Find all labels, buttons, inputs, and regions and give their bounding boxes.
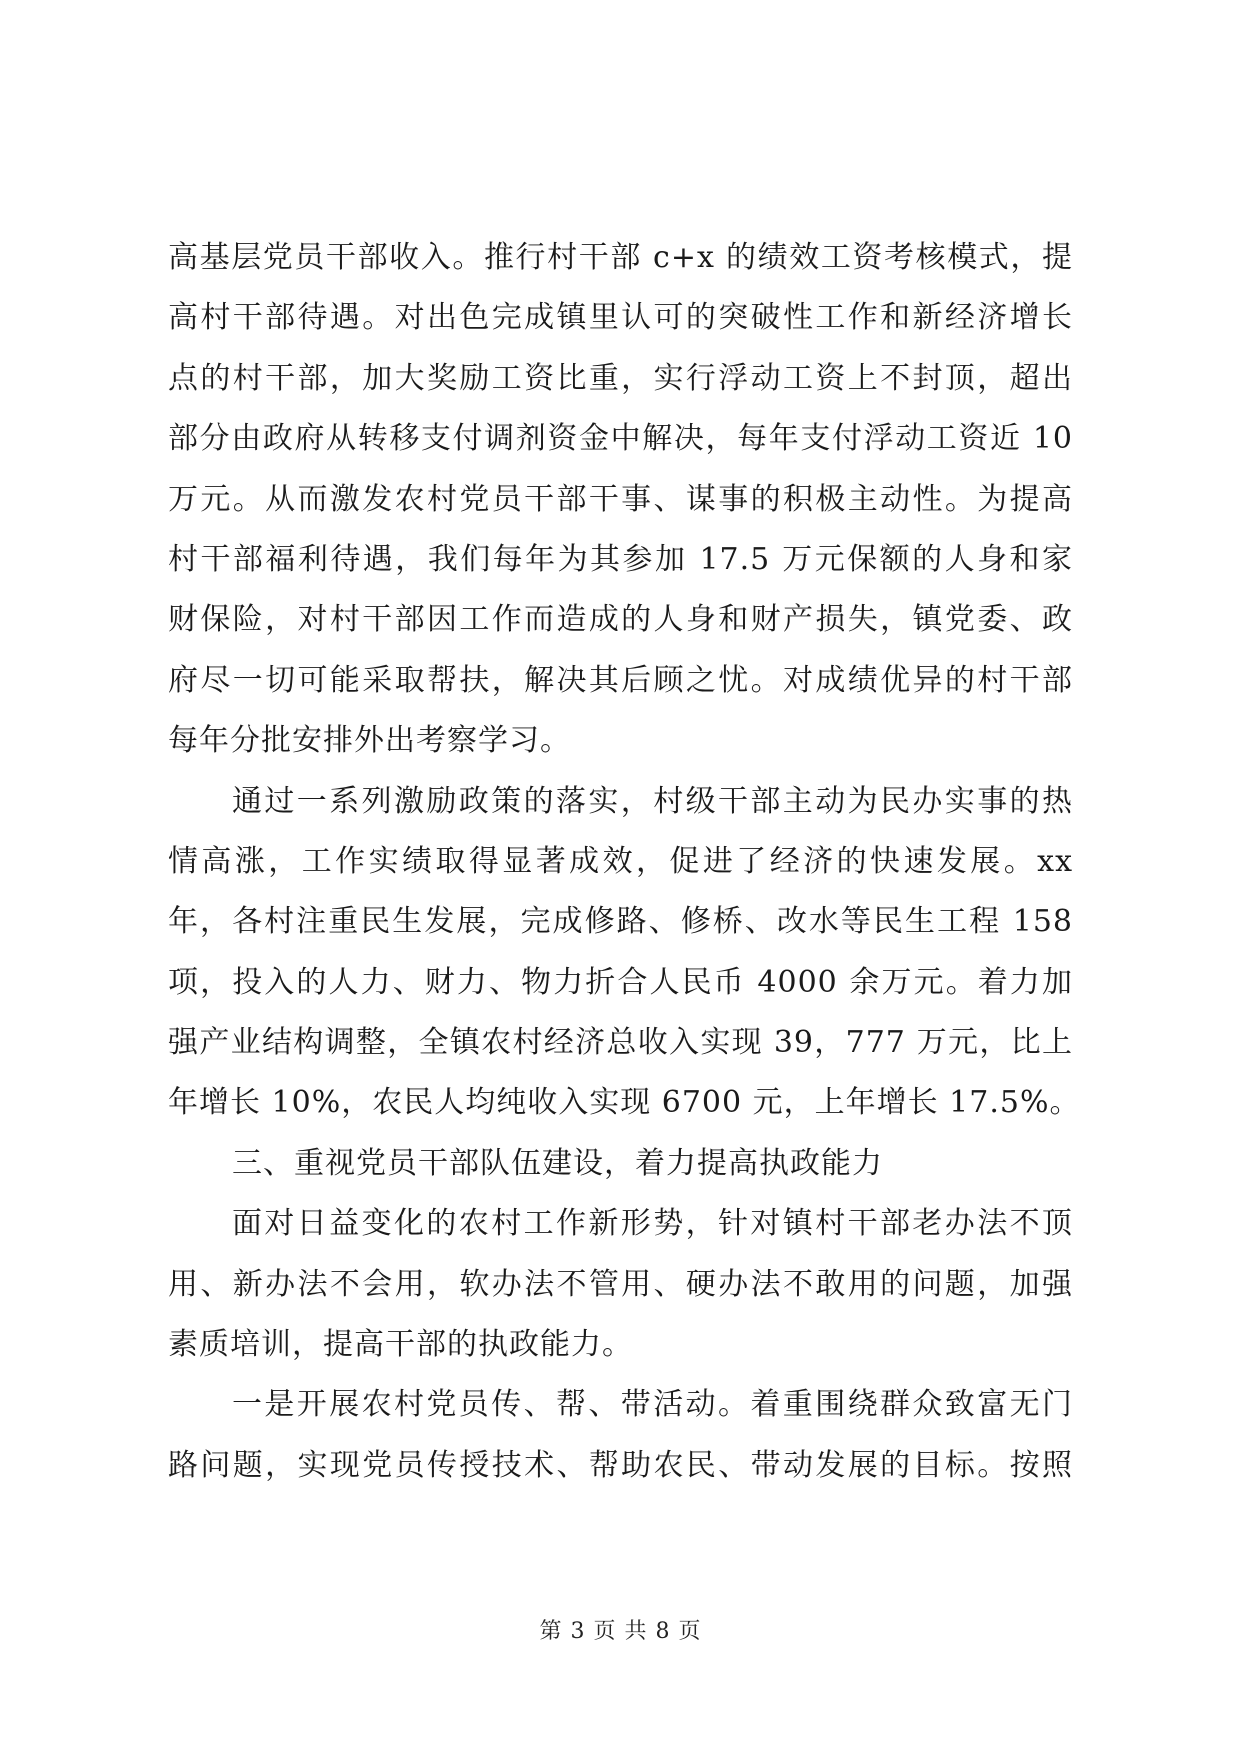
text-line: 每年分批安排外出考察学习。 bbox=[168, 723, 571, 759]
text-line: 高基层党员干部收入。推行村干部 c+x 的绩效工资考核模式，提 bbox=[168, 240, 1073, 275]
body-text bbox=[168, 228, 1081, 1496]
paragraph-first-line: 通过一系列激励政策的落实，村级干部主动为民办实事的热 bbox=[232, 783, 1073, 819]
text-line: 素质培训，提高干部的执政能力。 bbox=[168, 1327, 633, 1363]
text-line: 情高涨，工作实绩取得显著成效，促进了经济的快速发展。xx bbox=[168, 843, 1073, 879]
page-number-footer: 第 3 页 共 8 页 bbox=[539, 1619, 702, 1644]
text-line: 用、新办法不会用，软办法不管用、硬办法不敢用的问题，加强 bbox=[168, 1266, 1073, 1302]
text-line: 年增长 10%，农民人均纯收入实现 6700 元，上年增长 17.5%。 bbox=[168, 1085, 1081, 1121]
text-line: 村干部福利待遇，我们每年为其参加 17.5 万元保额的人身和家 bbox=[168, 541, 1073, 577]
text-line: 财保险，对村干部因工作而造成的人身和财产损失，镇党委、政 bbox=[168, 602, 1073, 638]
text-line: 万元。从而激发农村党员干部干事、谋事的积极主动性。为提高 bbox=[168, 481, 1073, 517]
text-line: 部分由政府从转移支付调剂资金中解决，每年支付浮动工资近 10 bbox=[168, 421, 1073, 457]
paragraph-first-line: 面对日益变化的农村工作新形势，针对镇村干部老办法不顶 bbox=[232, 1206, 1073, 1242]
text-line: 高村干部待遇。对出色完成镇里认可的突破性工作和新经济增长 bbox=[168, 300, 1073, 336]
text-line: 点的村干部，加大奖励工资比重，实行浮动工资上不封顶，超出 bbox=[168, 360, 1073, 396]
text-line: 路问题，实现党员传授技术、帮助农民、带动发展的目标。按照 bbox=[168, 1447, 1073, 1483]
paragraph-first-line: 一是开展农村党员传、帮、带活动。着重围绕群众致富无门 bbox=[232, 1387, 1073, 1423]
section-heading: 三、重视党员干部队伍建设，着力提高执政能力 bbox=[232, 1145, 883, 1181]
text-line: 项，投入的人力、财力、物力折合人民币 4000 余万元。着力加 bbox=[168, 964, 1073, 1000]
text-line: 府尽一切可能采取帮扶，解决其后顾之忧。对成绩优异的村干部 bbox=[168, 662, 1073, 698]
text-line: 年，各村注重民生发展，完成修路、修桥、改水等民生工程 158 bbox=[168, 904, 1073, 940]
text-line: 强产业结构调整，全镇农村经济总收入实现 39，777 万元，比上 bbox=[168, 1025, 1073, 1061]
